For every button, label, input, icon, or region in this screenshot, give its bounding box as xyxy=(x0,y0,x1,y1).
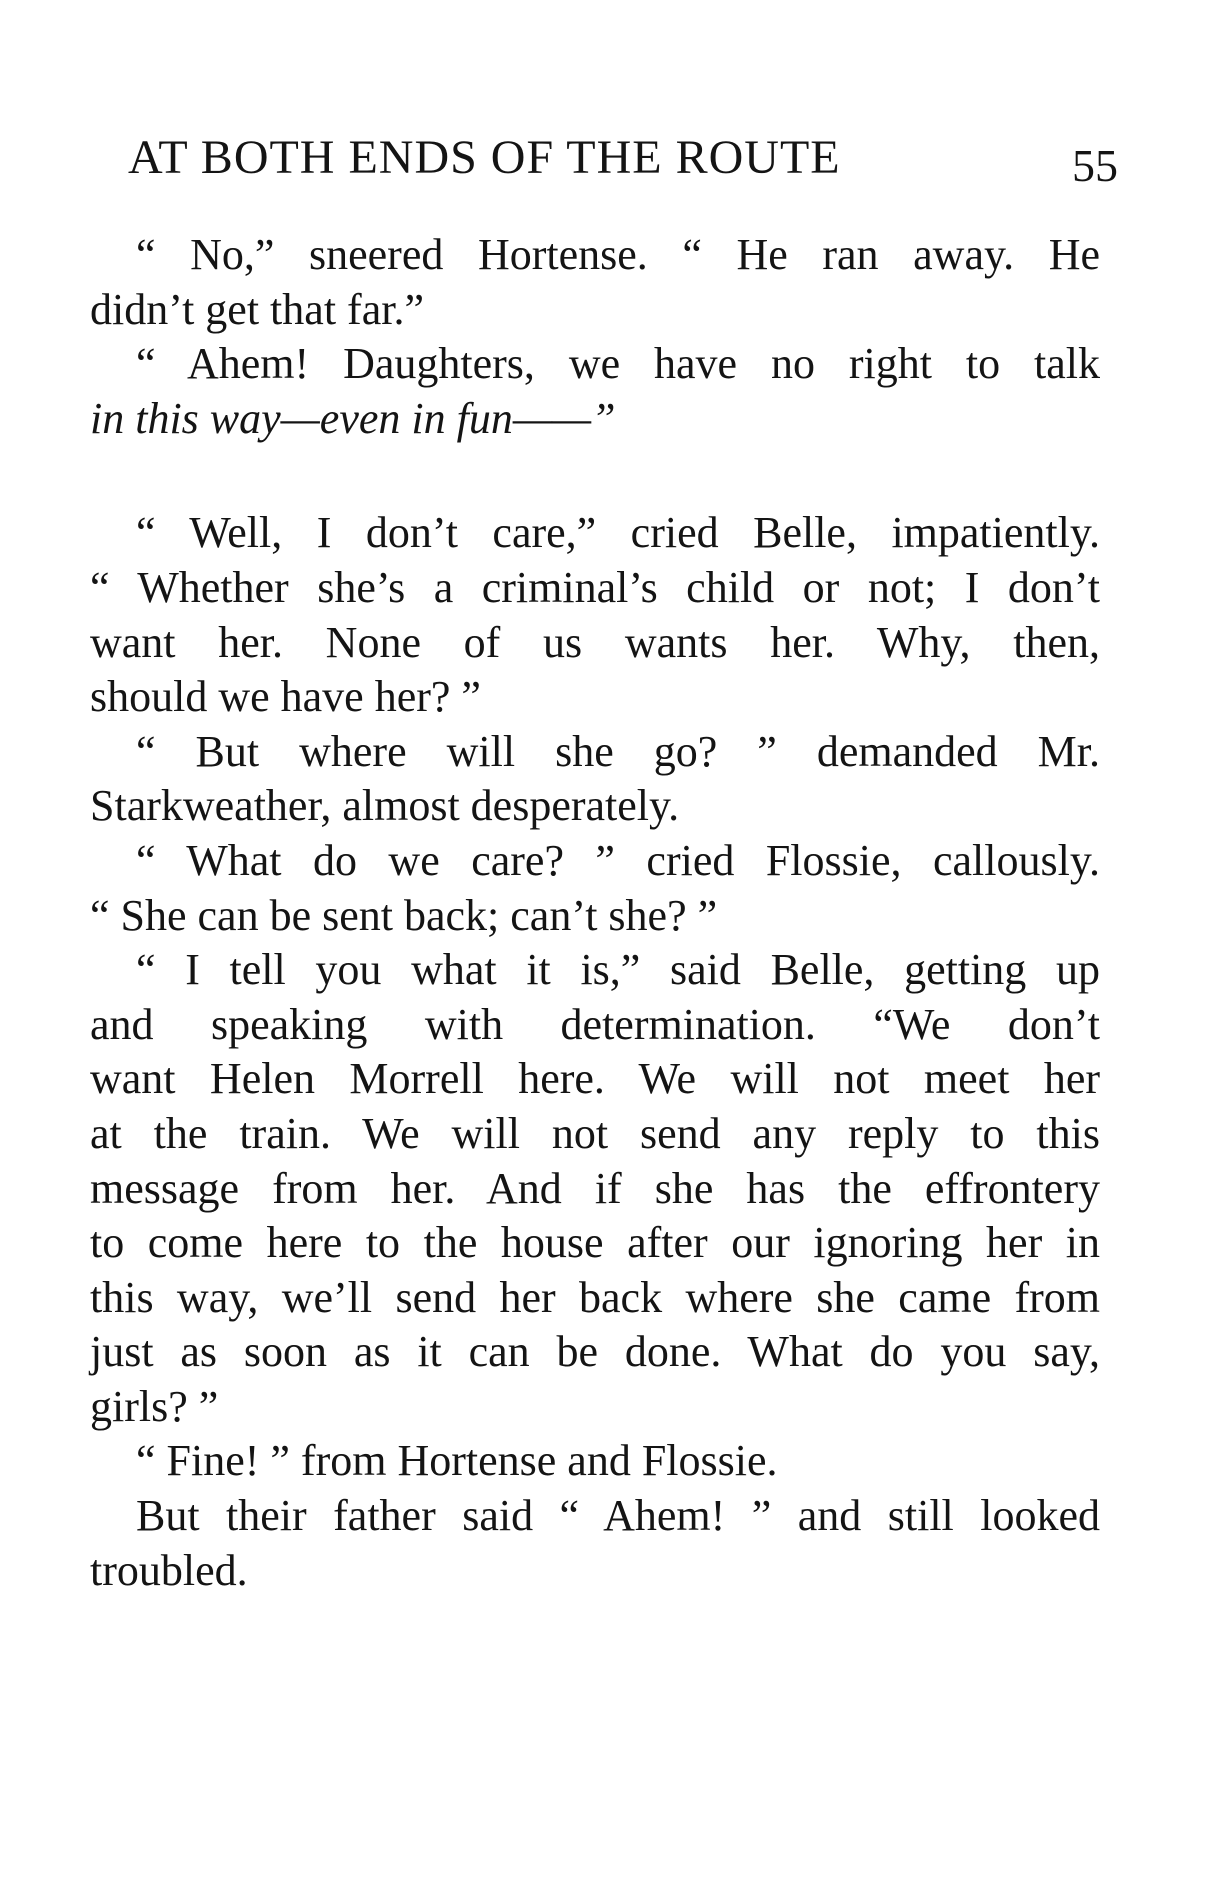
text-line: “ She can be sent back; can’t she? ” xyxy=(90,890,718,940)
text-line: “ Whether she’s a criminal’s child or not; I don’t xyxy=(90,562,1100,612)
running-head: AT BOTH ENDS OF THE ROUTE xyxy=(128,131,841,184)
text-line: But their father said “ Ahem! ” and still looked xyxy=(136,1491,1100,1541)
text-line: “ No,” sneered Hortense. “ He ran away. He xyxy=(136,230,1100,279)
text-line: message from her. And if she has the effrontery xyxy=(90,1163,1100,1213)
text-line: Starkweather, almost desperately. xyxy=(90,781,680,831)
text-line: “ I tell you what it is,” said Belle, getting up xyxy=(136,945,1100,995)
text-line: girls? ” xyxy=(90,1381,219,1431)
text-line: troubled. xyxy=(90,1545,248,1595)
text-line: “ Ahem! Daughters, we have no right to talk xyxy=(136,339,1100,389)
text-line: this way, we’ll send her back where she came from xyxy=(90,1272,1100,1322)
text-line: “ Fine! ” from Hortense and Flossie. xyxy=(136,1436,778,1486)
text-line: want her. None of us wants her. Why, then, xyxy=(90,617,1100,667)
text-line: just as soon as it can be done. What do you say, xyxy=(90,1327,1100,1377)
text-line: in this way—even in fun——” xyxy=(90,393,616,443)
paragraph-gap xyxy=(90,446,1100,506)
text-line: “ But where will she go? ” demanded Mr. xyxy=(136,726,1100,776)
text-line: to come here to the house after our ignoring her in xyxy=(90,1218,1100,1268)
text-line: didn’t get that far.” xyxy=(90,284,424,334)
text-line: “ Well, I don’t care,” cried Belle, impatiently. xyxy=(136,508,1100,558)
text-line: want Helen Morrell here. We will not meet her xyxy=(90,1054,1100,1104)
text-line: should we have her? ” xyxy=(90,672,481,722)
body-text xyxy=(90,228,1100,1598)
text-line: and speaking with determination. “We don’t xyxy=(90,999,1100,1049)
page-header xyxy=(128,128,1118,191)
text-line: at the train. We will not send any reply to this xyxy=(90,1108,1100,1158)
text-line: “ What do we care? ” cried Flossie, callously. xyxy=(136,835,1100,885)
page-number: 55 xyxy=(1072,140,1118,191)
